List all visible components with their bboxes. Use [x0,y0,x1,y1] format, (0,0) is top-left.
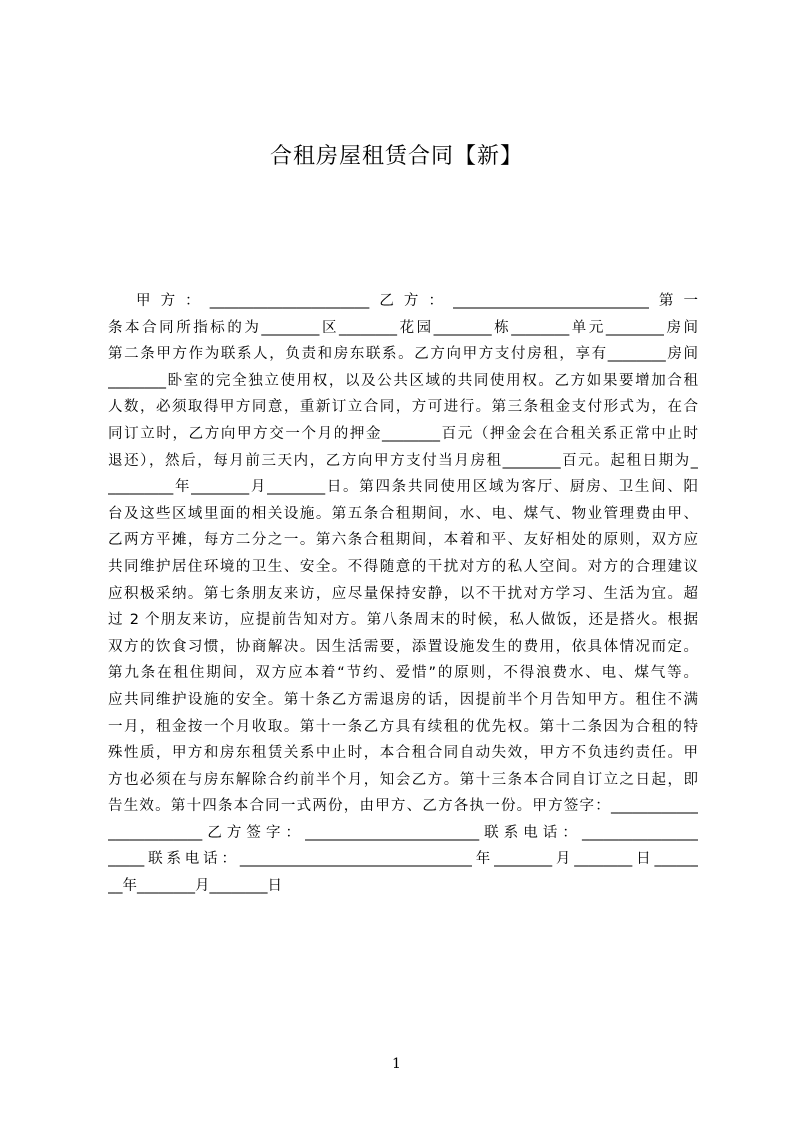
body-line: 应积极采纳。第七条朋友来访，应尽量保持安静，以不干扰对方学习、生活为宜。超 [108,585,698,602]
body-line: 台及这些区域里面的相关设施。第五条合租期间，水、电、煤气、物业管理费由甲、 [108,505,698,522]
body-line: 乙两方平摊，每方二分之一。第六条合租期间，本着和平、友好相处的原则，双方应 [108,532,698,549]
signature-line: _____________乙方签字：________________________联系电话：________________ [108,824,698,841]
body-line: 应共同维护设施的安全。第十条乙方需退房的话，因提前半个月告知甲方。租住不满 [108,691,698,708]
body-line: 退还），然后，每月前三天内，乙方向甲方支付当月房租________百元。起租日期为_ [108,452,698,469]
page-number: 1 [392,1056,401,1072]
body-line: _________年________月________日。第四条共同使用区域为客厅、厨房、卫生间、阳 [108,479,698,496]
date-line: __年________月________日 [108,878,282,895]
body-line: 殊性质，甲方和房东租赁关系中止时，本合租合同自动失效，甲方不负违约责任。甲 [108,745,698,762]
contract-body [108,288,698,900]
body-line: 过 2 个朋友来访，应提前告知对方。第八条周末的时候，私人做饭，还是搭火。根据 [108,612,698,629]
body-line: 方也必须在与房东解除合约前半个月，知会乙方。第十三条本合同自订立之日起，即 [108,771,698,788]
body-line: 甲方：______________________乙方：___________________________第一 [136,293,698,309]
page-title: 合租房屋租赁合同【新】 [269,144,523,169]
body-line: 条本合同所指标的为________区________花园________栋________单元________房间 [108,319,698,336]
body-line: 一月，租金按一个月收取。第十一条乙方具有续租的优先权。第十二条因为合租的特 [108,718,698,735]
body-line: 第二条甲方作为联系人，负责和房东联系。乙方向甲方支付房租，享有________房间 [108,346,698,363]
body-line: ________卧室的完全独立使用权，以及公共区域的共同使用权。乙方如果要增加合租 [108,372,698,389]
body-line: 同订立时，乙方向甲方交一个月的押金________百元（押金会在合租关系正常中止时 [108,425,698,442]
body-line: 第九条在租住期间，双方应本着“节约、爱惜”的原则，不得浪费水、电、煤气等。 [108,665,698,682]
body-line: 人数，必须取得甲方同意，重新订立合同，方可进行。第三条租金支付形式为，在合 [108,399,698,416]
signature-line: _____联系电话：________________________________年________月________日______ [108,851,698,868]
body-line: 共同维护居住环境的卫生、安全。不得随意的干扰对方的私人空间。对方的合理建议 [108,558,698,575]
body-line: 双方的饮食习惯，协商解决。因生活需要，添置设施发生的费用，依具体情况而定。 [108,638,698,655]
body-line: 告生效。第十四条本合同一式两份，由甲方、乙方各执一份。甲方签字：____________ [108,798,698,815]
